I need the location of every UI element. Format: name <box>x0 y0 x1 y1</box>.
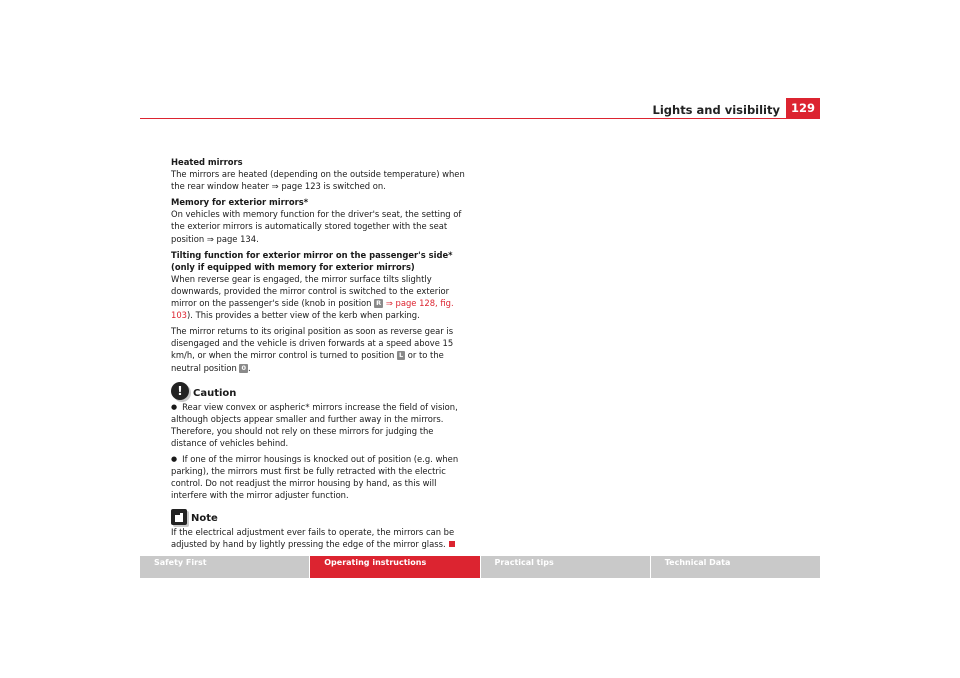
tab-technical-data[interactable]: Technical Data <box>650 556 820 578</box>
knob-position-r-key: R <box>376 299 382 308</box>
header-rule <box>140 118 820 119</box>
caution-bullet: ● If one of the mirror housings is knocked out of position (e.g. when parking), the mirrors must first be fully retracted with the electric control. Do not readjust the mirror housing by hand, as this will interfere with the mirror adjuster function. <box>171 453 471 501</box>
tab-safety-first[interactable]: Safety First <box>140 556 309 578</box>
knob-position-l-key: L <box>398 351 404 360</box>
end-of-section-icon <box>449 541 455 547</box>
knob-position-0-key: 0 <box>241 363 246 372</box>
caution-heading <box>171 382 471 400</box>
note-heading <box>171 509 471 525</box>
tilting-paragraph-1: When reverse gear is engaged, the mirror surface tilts slightly downwards, provided the mirror control is switched to the exterior mirror on the passenger's side (knob in position R ⇒ page 128, fig. 103). This provides a better view of the kerb when parking. <box>171 273 454 321</box>
memory-mirrors-heading: Memory for exterior mirrors* <box>171 197 309 208</box>
page-link[interactable]: ⇒ page 123 <box>271 181 321 192</box>
note-icon <box>171 509 187 525</box>
tab-operating-instructions[interactable]: Operating instructions <box>309 556 479 578</box>
tilting-paragraph-2: The mirror returns to its original position as soon as reverse gear is disengaged and the vehicle is driven forwards at a speed above 15 km/h, or when the mirror control is turned to position L or to the neutral position 0 . <box>171 326 454 373</box>
note-text: If the electrical adjustment ever fails to operate, the mirrors can be adjusted by hand by lightly pressing the edge of the mirror glass. <box>171 527 455 550</box>
section-title: Lights and visibility <box>652 103 780 117</box>
tab-practical-tips[interactable]: Practical tips <box>480 556 650 578</box>
heated-mirrors-heading: Heated mirrors <box>171 157 243 167</box>
tilting-heading: Tilting function for exterior mirror on the passenger's side* (only if equipped with memory for exterior mirrors) <box>171 249 453 272</box>
figure-link[interactable]: ⇒ page 128, fig. 103 <box>171 298 454 321</box>
caution-label: Caution <box>193 387 237 399</box>
caution-bullet: ● Rear view convex or aspheric* mirrors increase the field of vision, although objects appear smaller and further away in the mirrors. Therefore, you should not rely on these mirrors for judging the distance of vehicles behind. <box>171 401 471 449</box>
content-column <box>171 156 471 555</box>
page-number: 129 <box>786 98 820 118</box>
footer-nav <box>140 556 820 578</box>
caution-icon: ! <box>171 382 189 400</box>
heated-mirrors-text: The mirrors are heated (depending on the outside temperature) when the rear window heater ⇒ page 123 is switched on. <box>171 169 465 192</box>
note-label: Note <box>191 513 218 525</box>
page-link[interactable]: ⇒ page 134 <box>206 233 257 244</box>
memory-mirrors-text: On vehicles with memory function for the driver's seat, the setting of the exterior mirrors is automatically stored together with the seat position ⇒ page 134. <box>171 209 462 244</box>
